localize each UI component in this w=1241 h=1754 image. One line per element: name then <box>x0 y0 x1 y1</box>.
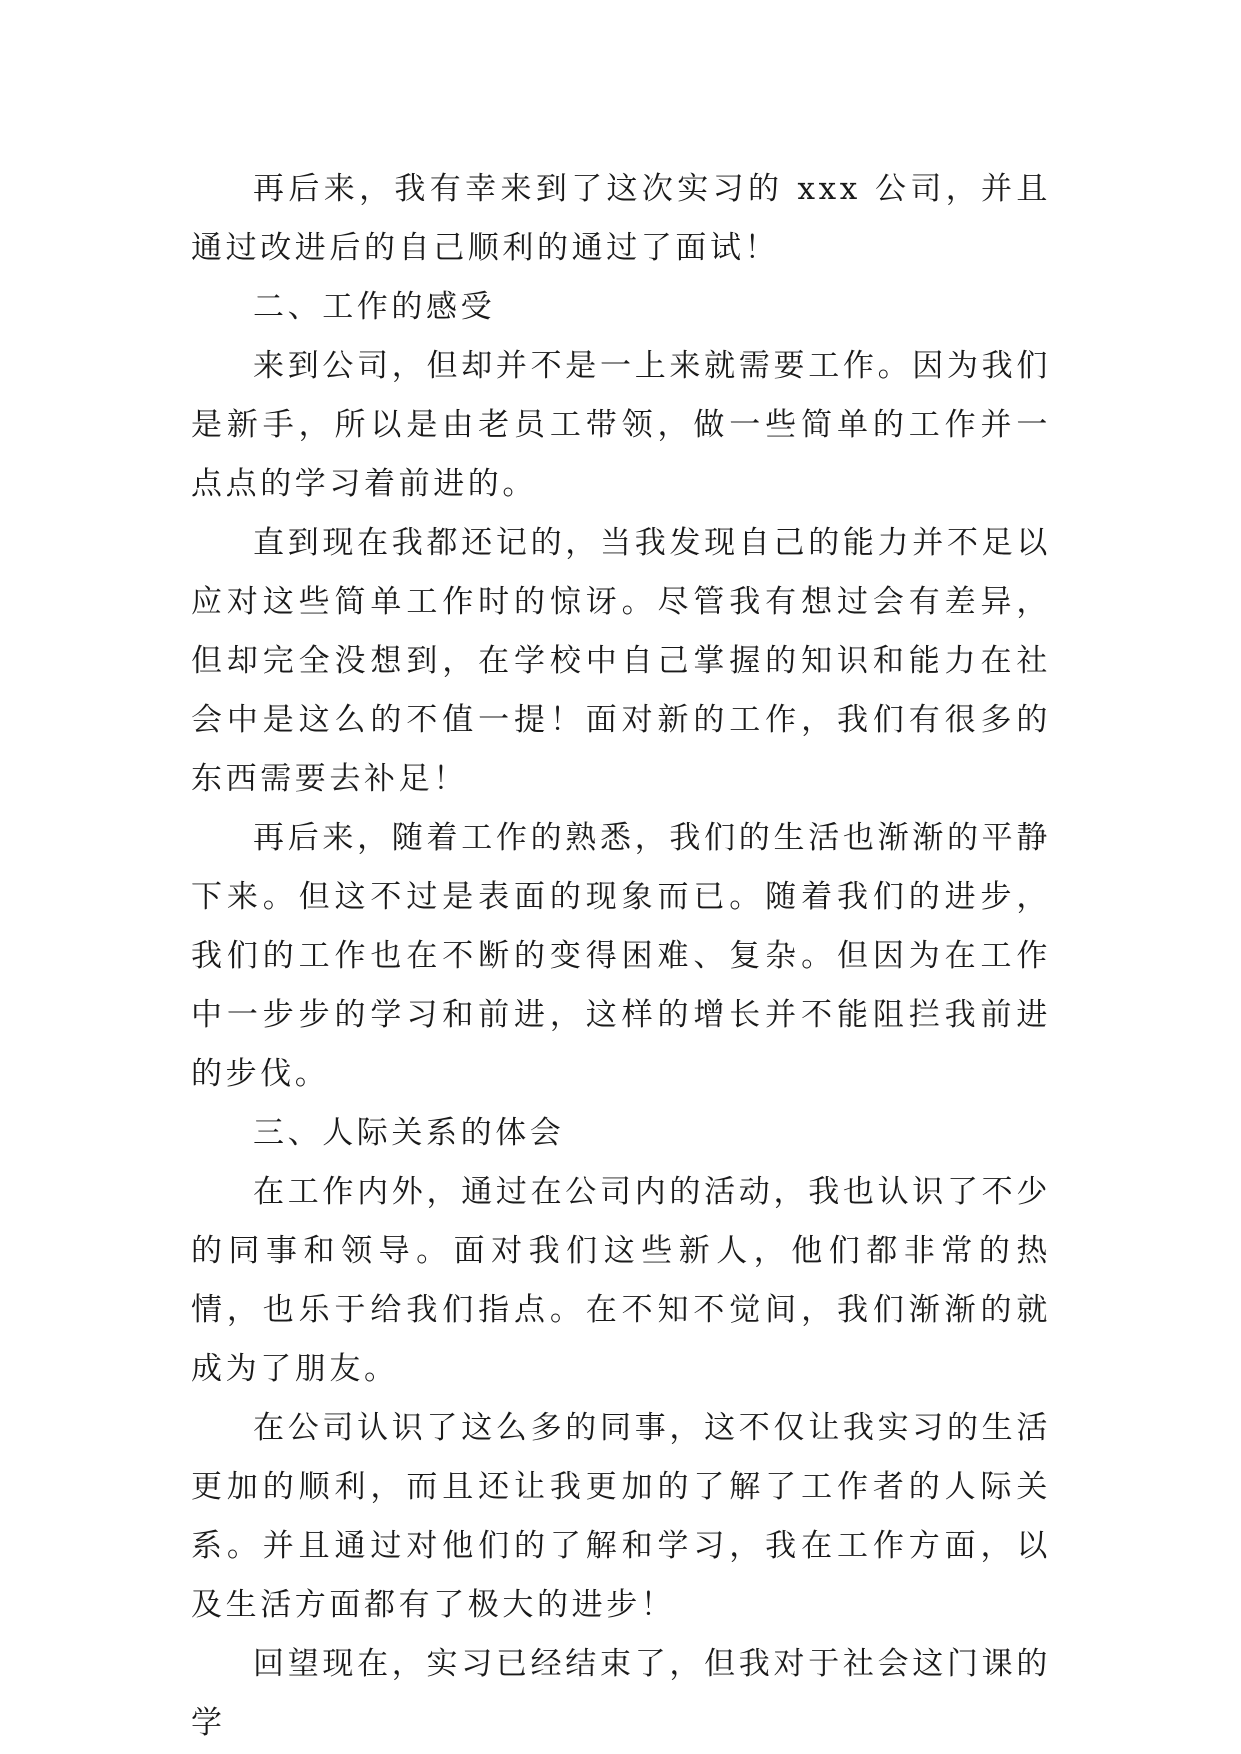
section-heading: 三、人际关系的体会 <box>253 1115 565 1151</box>
paragraph: 在工作内外，通过在公司内的活动，我也认识了不少的同事和领导。面对我们这些新人，他们都非常的热情，也乐于给我们指点。在不知不觉间，我们渐渐的就成为了朋友。 <box>191 1174 1051 1387</box>
paragraph: 再后来，我有幸来到了这次实习的 xxx 公司，并且通过改进后的自己顺利的通过了面试！ <box>191 171 1051 266</box>
paragraph: 再后来，随着工作的熟悉，我们的生活也渐渐的平静下来。但这不过是表面的现象而已。随着我们的进步，我们的工作也在不断的变得困难、复杂。但因为在工作中一步步的学习和前进，这样的增长并不能阻拦我前进的步伐。 <box>191 820 1051 1092</box>
paragraph: 直到现在我都还记的，当我发现自己的能力并不足以应对这些简单工作时的惊讶。尽管我有想过会有差异，但却完全没想到，在学校中自己掌握的知识和能力在社会中是这么的不值一提！面对新的工作，我们有很多的东西需要去补足！ <box>191 525 1051 797</box>
document-body <box>191 160 1051 1753</box>
paragraph: 在公司认识了这么多的同事，这不仅让我实习的生活更加的顺利，而且还让我更加的了解了工作者的人际关系。并且通过对他们的了解和学习，我在工作方面，以及生活方面都有了极大的进步！ <box>191 1410 1051 1623</box>
section-heading: 二、工作的感受 <box>253 289 496 325</box>
paragraph: 来到公司，但却并不是一上来就需要工作。因为我们是新手，所以是由老员工带领，做一些简单的工作并一点点的学习着前进的。 <box>191 348 1051 502</box>
paragraph: 回望现在，实习已经结束了，但我对于社会这门课的学 <box>191 1646 1051 1741</box>
